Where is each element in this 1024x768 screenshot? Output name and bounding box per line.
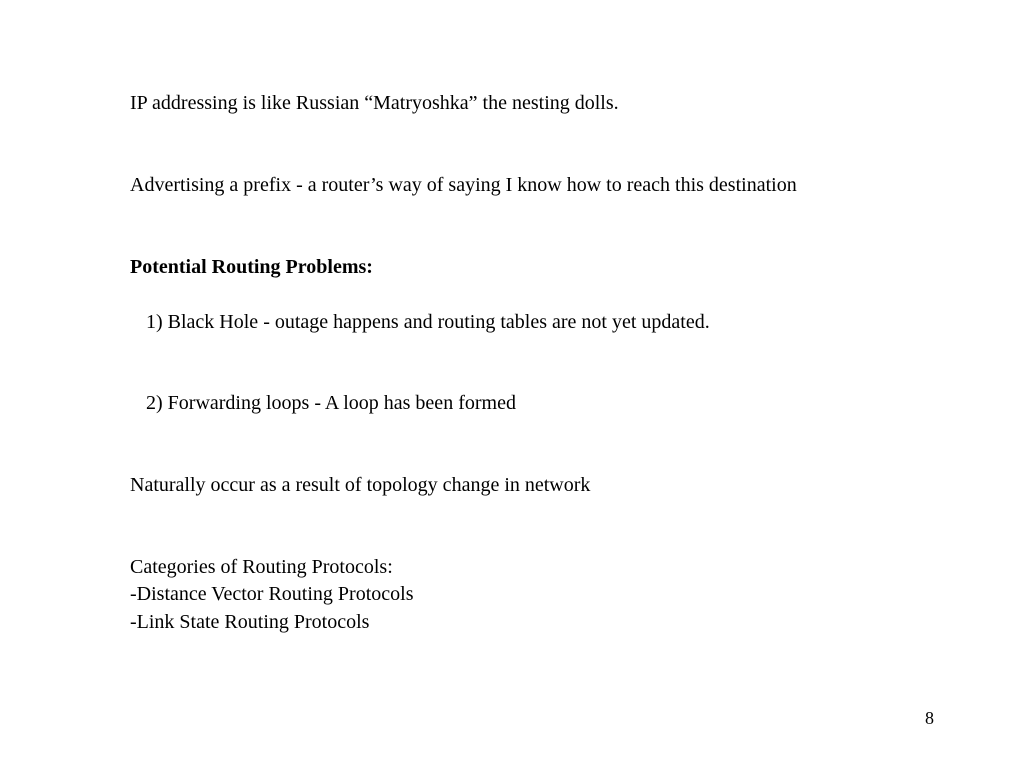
problem-item-black-hole: 1) Black Hole - outage happens and routing tables are not yet updated. — [146, 311, 710, 333]
problems-heading: Potential Routing Problems: — [130, 256, 373, 278]
categories-heading: Categories of Routing Protocols: — [130, 556, 393, 578]
advertising-text: Advertising a prefix - a router’s way of saying I know how to reach this destination — [130, 174, 797, 196]
page-number: 8 — [925, 708, 934, 728]
intro-text: IP addressing is like Russian “Matryoshka” the nesting dolls. — [130, 92, 619, 114]
problem-item-forwarding-loops: 2) Forwarding loops - A loop has been formed — [146, 392, 516, 414]
occurrence-text: Naturally occur as a result of topology change in network — [130, 474, 591, 496]
category-item-distance-vector: -Distance Vector Routing Protocols — [130, 583, 414, 605]
category-item-link-state: -Link State Routing Protocols — [130, 611, 370, 633]
